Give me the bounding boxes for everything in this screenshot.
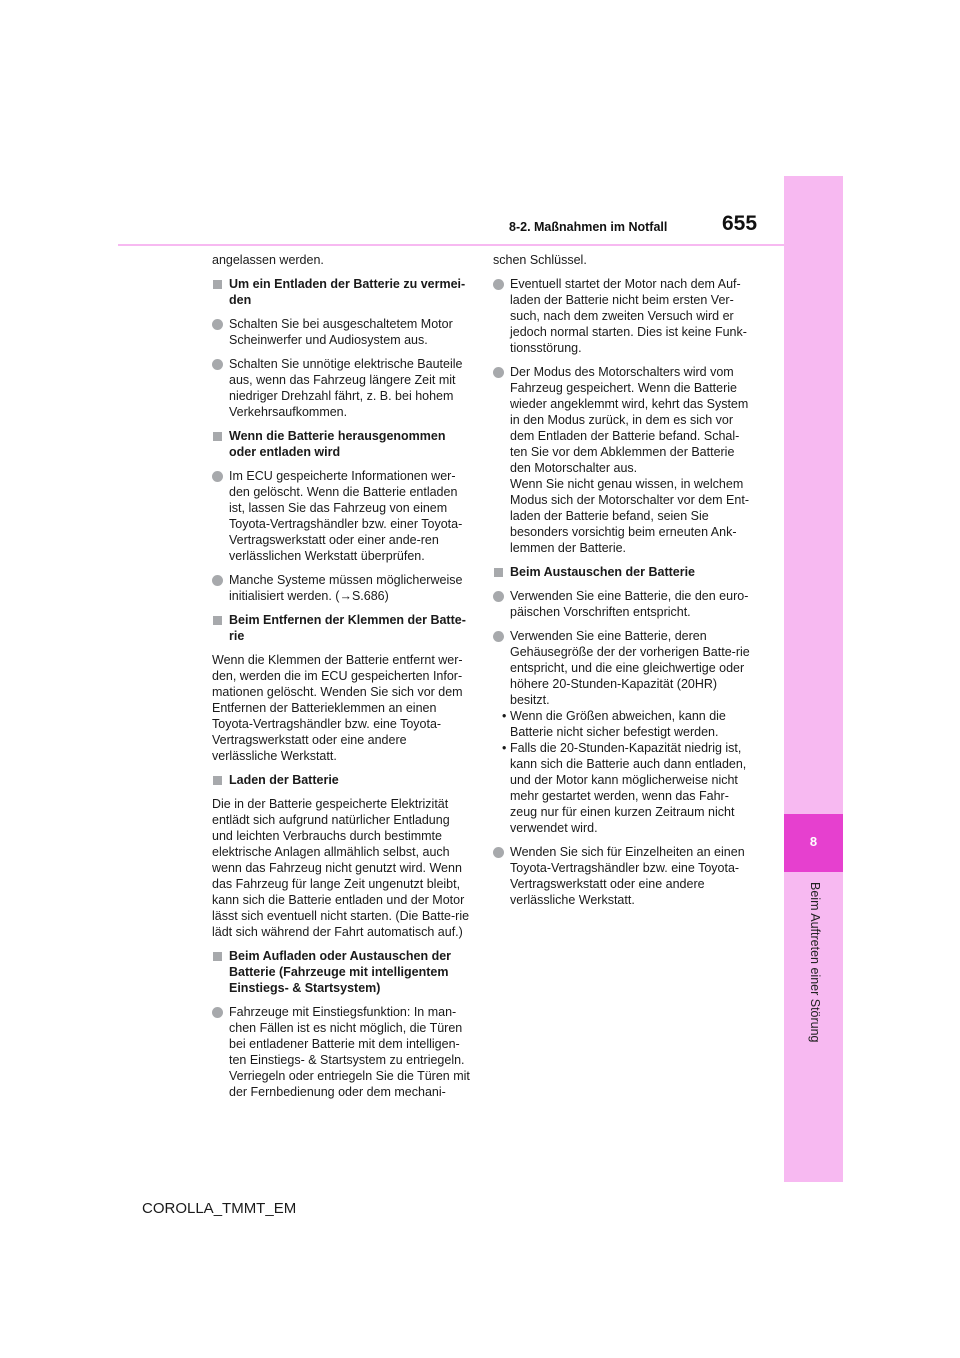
subsection-heading <box>212 276 470 308</box>
section-title: 8-2. Maßnahmen im Notfall <box>509 220 668 234</box>
square-bullet-icon <box>213 776 222 785</box>
text: Wenden Sie sich für Einzelheiten an einen Toyota-Vertragshändler bzw. eine Toyota-Vertragswerkstatt oder eine andere verlässliche Werkstatt. <box>510 845 745 907</box>
subsection-heading <box>493 564 751 580</box>
dash-list <box>493 708 751 836</box>
text: Der Modus des Motorschalters wird vom Fahrzeug gespeichert. Wenn die Batterie wieder angeklemmt wird, kehrt das System in den Modus zurück, in dem es sich vor dem Entladen der Batterie befand. Schal-ten Sie vor dem Abklemmen der Batterie den Motorschalter aus. Wenn Sie nicht genau wissen, in welchem Modus sich der Motorschalter vor dem Ent-laden der Batterie befand, seien Sie besonders vorsichtig beim erneuten Ank-lemmen der Batterie. <box>510 365 749 555</box>
text: Schalten Sie unnötige elektrische Bauteile aus, wenn das Fahrzeug längere Zeit mit niedriger Drehzahl fährt, z. B. bei hohem Verkehrsaufkommen. <box>229 357 463 419</box>
chapter-number: 8 <box>809 834 818 849</box>
text: Manche Systeme müssen möglicherweise initialisiert werden. (→S.686) <box>229 573 463 603</box>
text: Eventuell startet der Motor nach dem Auf-laden der Batterie nicht beim ersten Ver-such, nach dem zweiten Versuch wird er jedoch normal starten. Dies ist keine Funk-tionsstörung. <box>510 277 747 355</box>
subsection-heading <box>212 612 470 644</box>
square-bullet-icon <box>213 952 222 961</box>
circle-bullet-icon <box>493 367 504 378</box>
square-bullet-icon <box>494 568 503 577</box>
circle-bullet-icon <box>493 631 504 642</box>
bullet-item <box>493 844 751 908</box>
bullet-item <box>212 468 470 564</box>
bullet-item <box>212 316 470 348</box>
text: Beim Entfernen der Klemmen der Batte-rie <box>229 613 466 643</box>
chapter-title: Beim Auftreten einer Störung <box>808 882 822 1043</box>
text: Falls die 20-Stunden-Kapazität niedrig ist, kann sich die Batterie auch dann entladen, und der Motor kann möglicherweise nicht mehr gestartet werden, wenn das Fahr-zeug nur für einen kurzen Zeitraum nicht verwendet wird. <box>510 741 747 835</box>
circle-bullet-icon <box>212 471 223 482</box>
text: Laden der Batterie <box>229 773 339 787</box>
bullet-item <box>212 572 470 604</box>
circle-bullet-icon <box>212 1007 223 1018</box>
text: Wenn die Größen abweichen, kann die Batterie nicht sicher befestigt werden. <box>510 709 726 739</box>
text: Verwenden Sie eine Batterie, deren Gehäusegröße der der vorherigen Batte-rie entspricht, und die eine gleichwertige oder höhere 20-Stunden-Kapazität (20HR) besitzt. <box>510 629 750 707</box>
text: Beim Austauschen der Batterie <box>510 565 696 579</box>
text: angelassen werden. <box>212 253 324 267</box>
text: Schalten Sie bei ausgeschaltetem Motor Scheinwerfer und Audiosystem aus. <box>229 317 453 347</box>
subsection-heading <box>212 428 470 460</box>
subsection-heading <box>212 948 470 996</box>
paragraph <box>493 252 751 268</box>
text: schen Schlüssel. <box>493 253 587 267</box>
circle-bullet-icon <box>493 591 504 602</box>
paragraph <box>212 796 470 940</box>
text: Im ECU gespeicherte Informationen wer-den gelöscht. Wenn die Batterie entladen ist, lassen Sie das Fahrzeug von einem Toyota-Vertragshändler bzw. einer Toyota-Vertragswerkstatt oder einer ande-ren verlässlichen Werkstatt überprüfen. <box>229 469 463 563</box>
text: Verwenden Sie eine Batterie, die den euro-päischen Vorschriften entspricht. <box>510 589 749 619</box>
left-column <box>212 252 470 1108</box>
right-column <box>493 252 751 916</box>
bullet-item <box>493 364 751 556</box>
paragraph <box>212 652 470 764</box>
document-code: COROLLA_TMMT_EM <box>142 1200 297 1217</box>
paragraph <box>212 252 470 268</box>
page-number: 655 <box>722 212 758 235</box>
dash-list-item <box>493 708 751 740</box>
header-divider <box>118 244 784 246</box>
subsection-heading <box>212 772 470 788</box>
circle-bullet-icon <box>212 319 223 330</box>
dash-list-item <box>493 740 751 836</box>
bullet-item <box>212 1004 470 1100</box>
text: Beim Aufladen oder Austauschen der Batterie (Fahrzeuge mit intelligentem Einstiegs- & Startsystem) <box>229 949 452 995</box>
bullet-item <box>493 588 751 620</box>
dot-bullet-icon: • <box>502 741 507 755</box>
text: Wenn die Batterie herausgenommen oder entladen wird <box>229 429 446 459</box>
bullet-item <box>212 356 470 420</box>
bullet-item <box>493 628 751 708</box>
circle-bullet-icon <box>493 847 504 858</box>
square-bullet-icon <box>213 616 222 625</box>
text: Um ein Entladen der Batterie zu vermei-den <box>229 277 466 307</box>
text: Fahrzeuge mit Einstiegsfunktion: In man-chen Fällen ist es nicht möglich, die Türen bei entladener Batterie mit dem intelligen-ten Einstiegs- & Startsystem zu entriegeln. Verriegeln oder entriegeln Sie die Türen mit der Fernbedienung oder dem mechani- <box>229 1005 470 1099</box>
circle-bullet-icon <box>493 279 504 290</box>
square-bullet-icon <box>213 432 222 441</box>
circle-bullet-icon <box>212 575 223 586</box>
dot-bullet-icon: • <box>502 709 507 723</box>
text: Die in der Batterie gespeicherte Elektrizität entlädt sich aufgrund natürlicher Entladung und leichten Verbrauchs durch bestimmte elektrische Anlagen allmählich selbst, auch wenn das Fahrzeug nicht genutzt wird. Wenn das Fahrzeug für lange Zeit ungenutzt bleibt, kann sich die Batterie entladen und der Motor lässt sich eventuell nicht starten. (Die Batte-rie lädt sich während der Fahrt automatisch auf.) <box>212 797 470 939</box>
bullet-item <box>493 276 751 356</box>
circle-bullet-icon <box>212 359 223 370</box>
text: Wenn die Klemmen der Batterie entfernt wer-den, werden die im ECU gespeicherten Infor-mationen gelöscht. Wenden Sie sich vor dem Entfernen der Batterieklemmen an einen Toyota-Vertragshändler bzw. eine Toyota-Vertragswerkstatt oder eine andere verlässliche Werkstatt. <box>212 653 463 763</box>
square-bullet-icon <box>213 280 222 289</box>
